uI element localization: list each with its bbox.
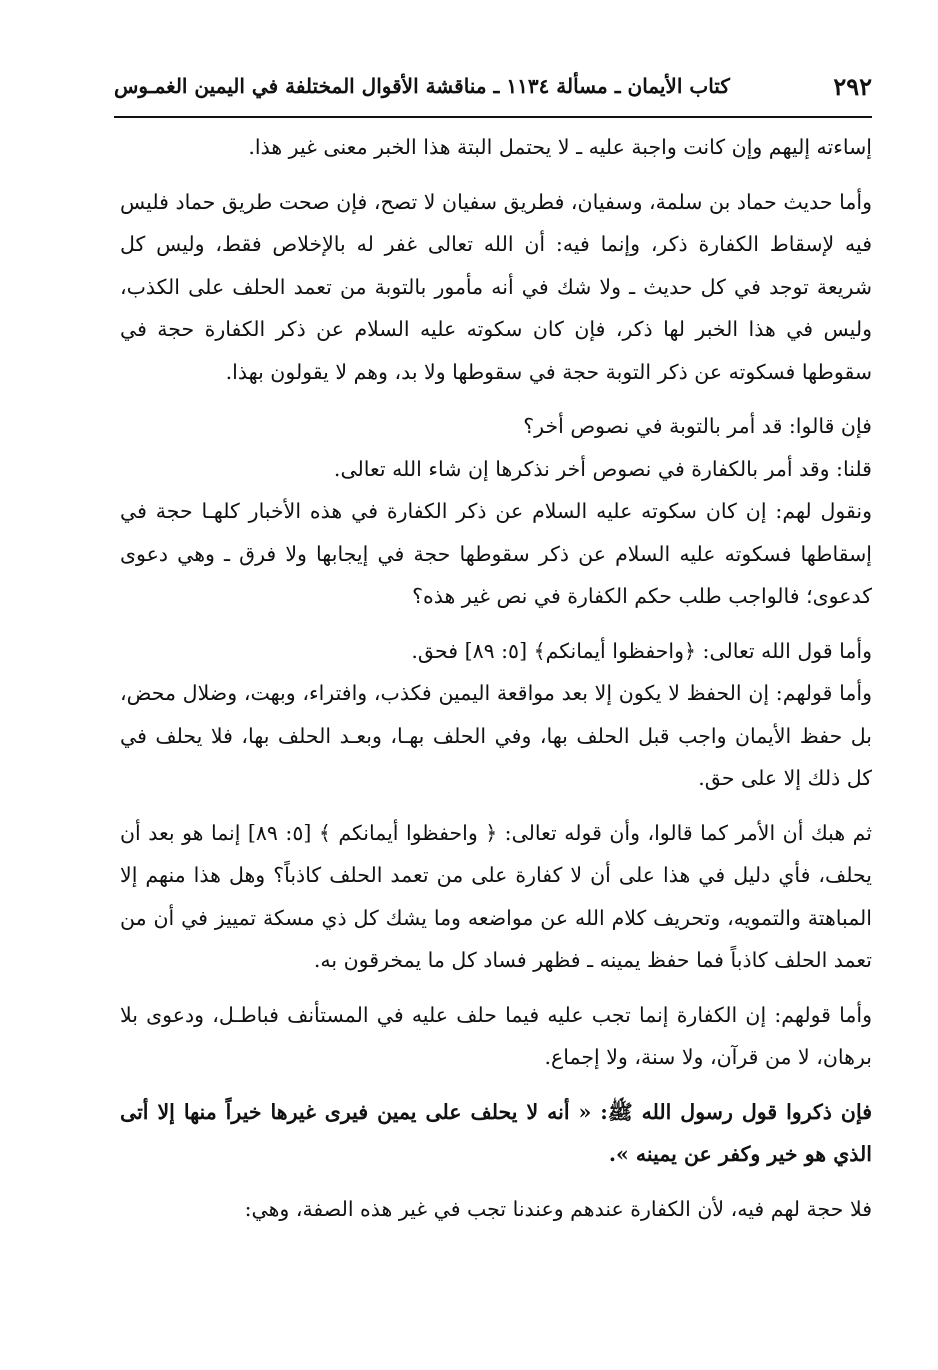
paragraph-quran-verse: وأما قول الله تعالى: ﴿واحفظوا أيمانكم﴾ [٥: ٨٩] فحق. — [411, 638, 872, 663]
paragraph-continuation: إساءته إليهم وإن كانت واجبة عليه ـ لا يحتمل البتة هذا الخبر معنى غير هذا. — [248, 135, 872, 159]
header-divider — [114, 116, 872, 118]
running-title: كتاب الأيمان ـ مسألة ١١٣٤ ـ مناقشة الأقوال المختلفة في اليمين الغمـوس — [114, 74, 730, 98]
paragraph-no-proof: فلا حجة لهم فيه، لأن الكفارة عندهم وعندنا تجب في غير هذه الصفة، وهي: — [244, 1196, 872, 1221]
page-header — [114, 58, 872, 114]
paragraph-reply: قلنا: وقد أمر بالكفارة في نصوص أخر نذكرها إن شاء الله تعالى. — [333, 456, 872, 481]
paragraph-counter-argument: ونقول لهم: إن كان سكوته عليه السلام عن ذكر الكفارة في هذه الأخبار كلهـا حجة في إسقاطها فسكوته عليه السلام عن ذكر سقوطها حجة في إيجابها ولا فرق ـ وهي دعوى كدعوى؛ فالواجب طلب حكم الكفارة في نص غير هذه؟ — [120, 499, 872, 608]
paragraph-oath-keeping: وأما قولهم: إن الحفظ لا يكون إلا بعد مواقعة اليمين فكذب، وافتراء، وبهت، وضلال محض، بل حفظ الأيمان واجب قبل الحلف بها، وفي الحلف بهـا، وبعـد الحلف بها، فلا يحلف في كل ذلك إلا على حق. — [120, 681, 872, 790]
paragraph-objection: فإن قالوا: قد أمر بالتوبة في نصوص أخر؟ — [523, 414, 872, 438]
paragraph-even-granted: ثم هبك أن الأمر كما قالوا، وأن قوله تعالى: ﴿ واحفظوا أيمانكم ﴾ [٥: ٨٩] إنما هو بعد أن يحلف، فأي دليل في هذا على أن لا كفارة على من تعمد الحلف كاذباً؟ وهل هذا منهم إلا المباهتة والتمويه، وتحريف كلام الله عن مواضعه وما يشك كل ذي مسكة تمييز في أن من تعمد الحلف كاذباً فما حفظ يمينه ـ فظهر فساد كل ما يمخرقون به. — [120, 820, 872, 972]
paragraph-prophet-hadith: فإن ذكروا قول رسول الله ﷺ: « أنه لا يحلف على يمين فيرى غيرها خيراً منها إلا أتى الذي هو خير وكفر عن يمينه ». — [120, 1099, 872, 1166]
page-number: ٢٩٢ — [833, 71, 872, 101]
paragraph-expiation-claim: وأما قولهم: إن الكفارة إنما تجب عليه فيما حلف عليه في المستأنف فباطـل، ودعوى بلا برهان، لا من قرآن، ولا سنة، ولا إجماع. — [120, 1002, 872, 1069]
page-body — [120, 126, 872, 1230]
paragraph-hammad-hadith: وأما حديث حماد بن سلمة، وسفيان، فطريق سفيان لا تصح، فإن صحت طريق حماد فليس فيه لإسقاط الكفارة ذكر، وإنما فيه: أن الله تعالى غفر له بالإخلاص فقط، وليس كل شريعة توجد في كل حديث ـ ولا شك في أنه مأمور بالتوبة من تعمد الحلف على الكذب، وليس في هذا الخبر لها ذكر، فإن كان سكوته عليه السلام عن ذكر الكفارة حجة في سقوطها فسكوته عن ذكر التوبة حجة في سقوطها ولا بد، وهم لا يقولون بهذا. — [120, 189, 872, 384]
